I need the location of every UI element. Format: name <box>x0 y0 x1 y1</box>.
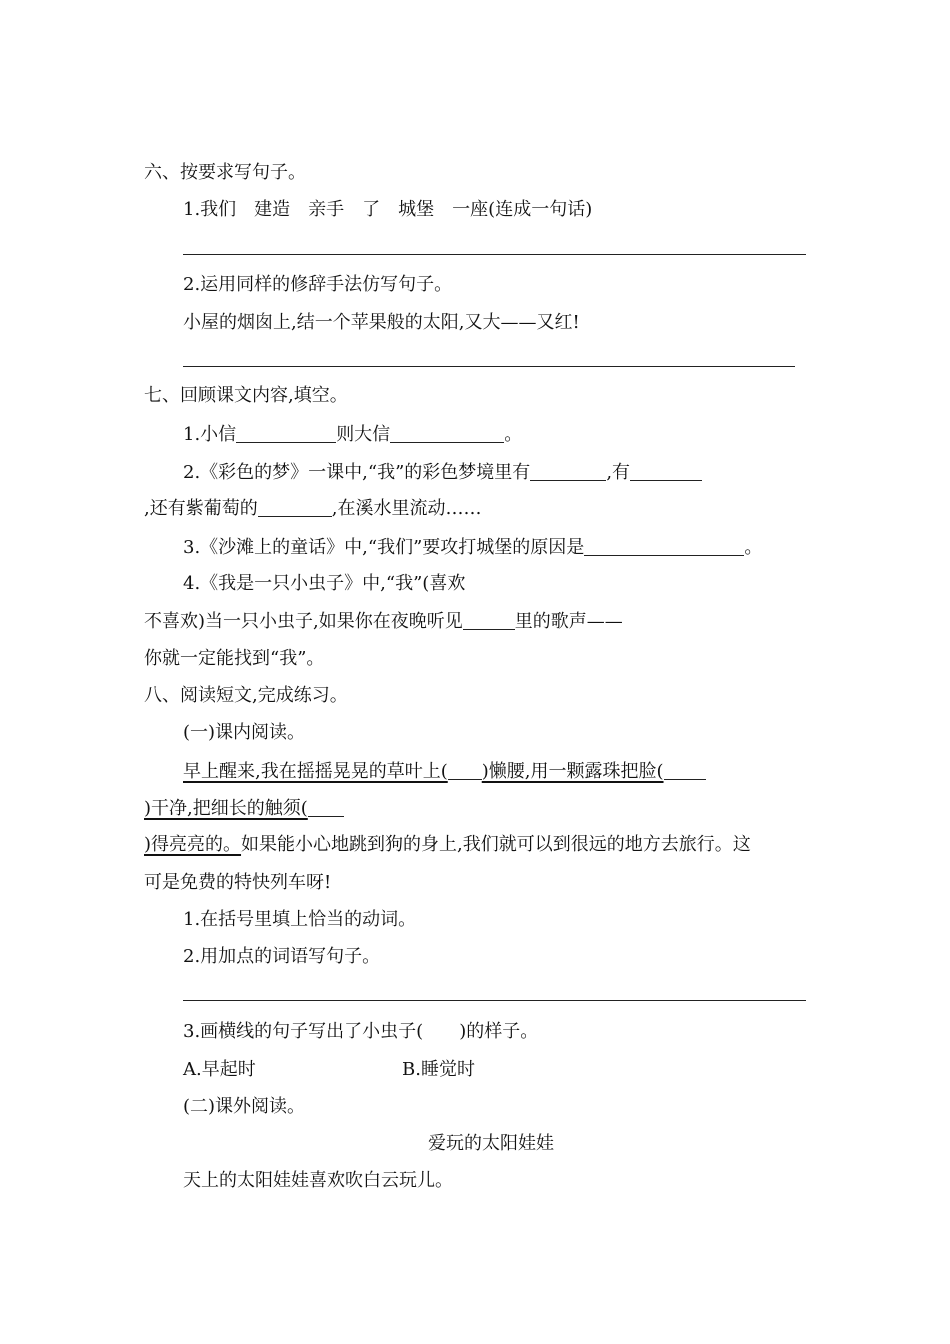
story-line-1: 天上的太阳娃娃喜欢吹白云玩儿。 <box>183 1170 453 1191</box>
s7-q2-blank-3[interactable] <box>258 496 332 517</box>
s7-q1-text-c: 。 <box>504 424 523 445</box>
s7-question-1 <box>183 422 522 447</box>
s7-q2-blank-1[interactable] <box>530 460 606 481</box>
s7-question-3 <box>183 535 762 560</box>
passage-bracket-blank-3[interactable] <box>308 796 344 817</box>
section-8-heading: 八、阅读短文,完成练习。 <box>144 685 348 706</box>
s6-q2-answer-line[interactable] <box>183 366 795 367</box>
s7-q2-text-b: ,有 <box>606 462 631 483</box>
s6-q2-example: 小屋的烟囱上,结一个苹果般的太阳,又大——又红! <box>183 312 580 333</box>
s7-question-4-line2 <box>144 609 623 634</box>
s7-q4-text-a: 不喜欢)当一只小虫子,如果你在夜晚听见 <box>144 611 463 632</box>
passage-line-4: 可是免费的特快列车呀! <box>144 872 332 893</box>
passage-underlined-3a: )得亮亮的。 <box>144 834 242 855</box>
s7-question-4: 4.《我是一只小虫子》中,“我”(喜欢 <box>183 573 466 594</box>
section-6-heading: 六、按要求写句子。 <box>144 162 306 183</box>
s8-part2-title: (二)课外阅读。 <box>183 1096 306 1117</box>
passage-underlined-1b: )懒腰,用一颗露珠把脸( <box>481 761 664 782</box>
passage-underlined-2a: )干净,把细长的触须( <box>144 798 308 819</box>
passage-bracket-blank-1[interactable] <box>448 759 482 780</box>
s8-question-3: 3.画横线的句子写出了小虫子( )的样子。 <box>183 1021 539 1042</box>
passage-underlined-1a: 早上醒来,我在摇摇晃晃的草叶上( <box>183 761 448 782</box>
s8-question-1: 1.在括号里填上恰当的动词。 <box>183 909 417 930</box>
s7-q4-text-b: 里的歌声—— <box>514 611 623 632</box>
s7-question-2-cont <box>144 496 481 521</box>
s7-question-4-line3: 你就一定能找到“我”。 <box>144 648 325 669</box>
s8-part1-title: (一)课内阅读。 <box>183 722 306 743</box>
s6-question-2: 2.运用同样的修辞手法仿写句子。 <box>183 274 453 295</box>
s7-q1-blank-2[interactable] <box>390 422 504 443</box>
s7-q3-text-b: 。 <box>744 537 763 558</box>
s8-q2-answer-line[interactable] <box>183 1000 806 1001</box>
s6-question-1: 1.我们 建造 亲手 了 城堡 一座(连成一句话) <box>183 199 593 220</box>
s7-q2-text-a: 2.《彩色的梦》一课中,“我”的彩色梦境里有 <box>183 462 531 483</box>
passage-text-3b: 如果能小心地跳到狗的身上,我们就可以到很远的地方去旅行。这 <box>241 834 751 855</box>
s7-q2-text-d: ,在溪水里流动…… <box>331 498 482 519</box>
story-title: 爱玩的太阳娃娃 <box>428 1133 554 1154</box>
s7-q1-blank-1[interactable] <box>236 422 336 443</box>
s7-q3-text-a: 3.《沙滩上的童话》中,“我们”要攻打城堡的原因是 <box>183 537 585 558</box>
s7-question-2 <box>183 460 702 485</box>
s7-q1-text-a: 1.小信 <box>183 424 237 445</box>
s8-question-2: 2.用加点的词语写句子。 <box>183 946 381 967</box>
passage-bracket-blank-2[interactable] <box>664 759 706 780</box>
s7-q4-blank[interactable] <box>463 609 515 630</box>
s7-q2-blank-2[interactable] <box>630 460 702 481</box>
s6-q1-answer-line[interactable] <box>183 254 806 255</box>
s7-q2-text-c: ,还有紫葡萄的 <box>144 498 258 519</box>
passage-line-1 <box>183 759 706 784</box>
s7-q3-blank[interactable] <box>584 535 744 556</box>
section-7-heading: 七、回顾课文内容,填空。 <box>144 385 348 406</box>
passage-line-2 <box>144 796 344 821</box>
option-a[interactable]: A.早起时 <box>183 1059 256 1080</box>
option-b[interactable]: B.睡觉时 <box>402 1059 475 1080</box>
s7-q1-text-b: 则大信 <box>336 424 391 445</box>
passage-line-3 <box>144 833 751 857</box>
